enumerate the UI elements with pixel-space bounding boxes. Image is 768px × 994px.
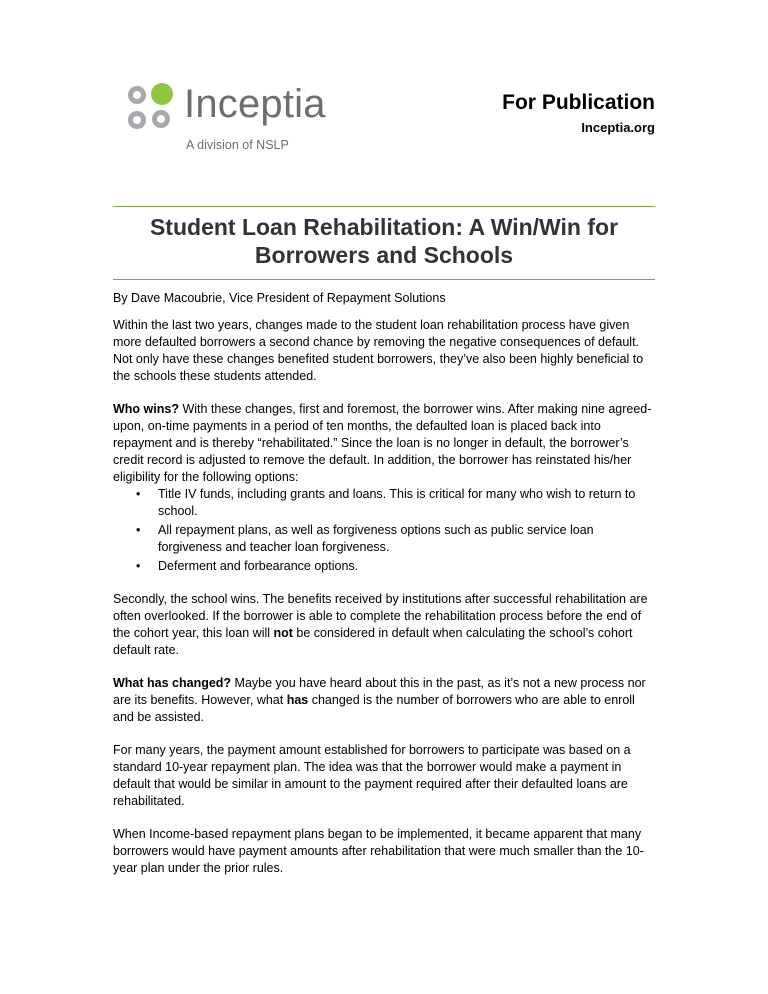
what-changed-text-end: changed is the number of borrowers who are able to enroll and be assisted. xyxy=(113,693,635,724)
bottom-divider xyxy=(113,279,655,280)
who-wins-text: With these changes, first and foremost, the borrower wins. After making nine agreed-upon, on-time payments in a period of ten months, the defaulted loan is placed back into repayment and is thereby “rehabilitated.” Since the loan is no longer in default, the borrower’s credit record is adjusted to remove the default. In addition, the borrower has reinstated his/her eligibility for the following options: xyxy=(113,402,652,484)
publication-label: For Publication xyxy=(502,91,655,114)
school-wins-text-end: be considered in default when calculating the school’s cohort default rate. xyxy=(113,626,633,657)
intro-paragraph: Within the last two years, changes made to the student loan rehabilitation process have given more defaulted borrowers a second chance by removing the negative consequences of default. Not only have these changes benefited student borrowers, they’ve also been highly beneficial to the schools these students attended. xyxy=(113,318,644,383)
income-paragraph: When Income-based repayment plans began to be implemented, it became apparent that many borrowers would have payment amounts after rehabilitation that were much smaller than the 10-year plan under the prior rules. xyxy=(113,827,644,875)
top-divider xyxy=(113,206,655,207)
logo-subtitle: A division of NSLP xyxy=(186,138,289,152)
who-wins-paragraph xyxy=(113,401,658,486)
what-changed-text: Maybe you have heard about this in the past, as it’s not a new process nor are its benefits. However, what xyxy=(113,676,646,707)
list-item: • Title IV funds, including grants and loans. This is critical for many who wish to return to school. xyxy=(158,486,658,520)
article-title: Student Loan Rehabilitation: A Win/Win for Borrowers and Schools xyxy=(149,214,619,268)
website-link[interactable]: Inceptia.org xyxy=(581,120,655,136)
eligibility-options-list xyxy=(113,486,658,575)
publication-header xyxy=(502,91,655,135)
school-wins-paragraph xyxy=(113,591,658,659)
article-body xyxy=(113,290,658,893)
what-changed-heading: What has changed? xyxy=(113,676,232,690)
school-wins-emphasis: not xyxy=(273,626,293,640)
what-changed-paragraph xyxy=(113,675,658,726)
logo-mark-icon xyxy=(124,82,180,138)
list-item: • Deferment and forbearance options. xyxy=(158,558,658,575)
what-changed-emphasis: has xyxy=(286,693,309,707)
school-wins-text: Secondly, the school wins. The benefits received by institutions after successful rehabilitation are often overlooked. If the borrower is able to complete the rehabilitation process before the end of the cohort year, this loan will xyxy=(113,592,648,640)
payment-paragraph: For many years, the payment amount established for borrowers to participate was based on a standard 10-year repayment plan. The idea was that the borrower would make a payment in default that would be similar in amount to the payment required after their defaulted loans are rehabilitated. xyxy=(113,743,631,808)
inceptia-logo xyxy=(124,82,324,162)
who-wins-heading: Who wins? xyxy=(113,402,179,416)
list-item: • All repayment plans, as well as forgiveness options such as public service loan forgiveness and teacher loan forgiveness. xyxy=(158,522,658,556)
logo-wordmark: Inceptia xyxy=(184,82,326,126)
byline: By Dave Macoubrie, Vice President of Repayment Solutions xyxy=(113,291,446,305)
